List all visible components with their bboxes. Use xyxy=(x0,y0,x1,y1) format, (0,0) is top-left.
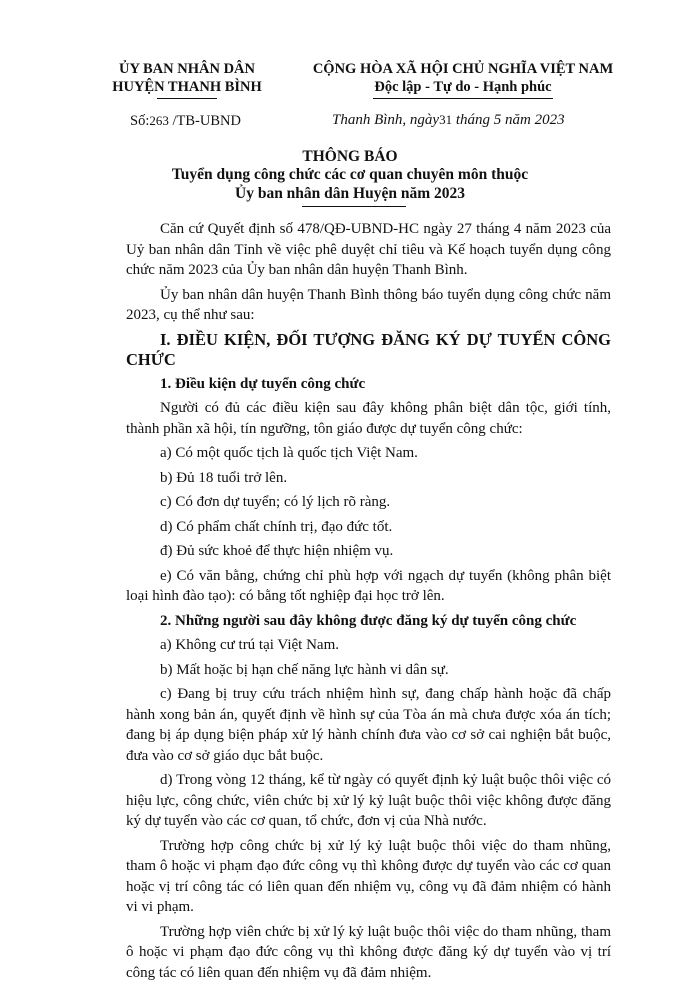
document-number-label: Số: xyxy=(130,113,150,129)
document-date xyxy=(332,112,565,129)
org-line-2: HUYỆN THANH BÌNH xyxy=(112,79,262,95)
org-underline xyxy=(157,98,217,99)
condition-a: a) Có một quốc tịch là quốc tịch Việt Nam. xyxy=(160,445,418,461)
document-number-value: 263 xyxy=(149,113,169,128)
condition-b: b) Đủ 18 tuổi trở lên. xyxy=(160,469,288,486)
nation-line-2: Độc lập - Tự do - Hạnh phúc xyxy=(374,79,552,95)
national-motto xyxy=(298,60,628,99)
document-number xyxy=(130,113,241,130)
exclusion-b: b) Mất hoặc bị hạn chế năng lực hành vi dân sự. xyxy=(160,661,449,678)
paragraph-conditions-intro: Người có đủ các điều kiện sau đây không phân biệt dân tộc, giới tính, thành phần xã hội, tín ngưỡng, tôn giáo được dự tuyển công chức: xyxy=(126,400,611,437)
condition-dd: đ) Đủ sức khoẻ để thực hiện nhiệm vụ. xyxy=(160,543,394,559)
condition-d: d) Có phẩm chất chính trị, đạo đức tốt. xyxy=(160,518,393,535)
subsection-heading-2: 2. Những người sau đây không được đăng ký dự tuyển công chức xyxy=(160,612,577,629)
paragraph-public-employee-case: Trường hợp viên chức bị xử lý kỷ luật buộc thôi việc do tham nhũng, tham ô hoặc vi phạm đạo đức công vụ thì không được đăng ký dự tuyển vào vị trí công tác có liên quan đến nhiệm vụ đã đảm nhiệm. xyxy=(126,923,611,981)
nation-line-1: CỘNG HÒA XÃ HỘI CHỦ NGHĨA VIỆT NAM xyxy=(312,61,614,77)
document-body xyxy=(126,219,611,987)
date-suffix: tháng 5 năm 2023 xyxy=(452,112,565,128)
paragraph-civil-servant-case: Trường hợp công chức bị xử lý kỷ luật buộc thôi việc do tham nhũng, tham ô hoặc vi phạm đạo đức công vụ thì không được dự tuyển vào các cơ quan hoặc vị trí công tác có liên quan đến nhiệm vụ, công vụ đã đảm nhiệm có hành vi vi phạm. xyxy=(126,837,611,915)
document-subtitle-line-1: Tuyển dụng công chức các cơ quan chuyên môn thuộc xyxy=(171,166,529,183)
paragraph-legal-basis: Căn cứ Quyết định số 478/QĐ-UBND-HC ngày 27 tháng 4 năm 2023 của Uỷ ban nhân dân Tỉnh về việc phê duyệt chỉ tiêu và Kế hoạch tuyển dụng công chức năm 2023 của Ủy ban nhân dân huyện Thanh Bình. xyxy=(126,221,611,278)
date-day: 31 xyxy=(439,112,453,127)
paragraph-announcement: Ủy ban nhân dân huyện Thanh Bình thông báo tuyển dụng công chức năm 2023, cụ thể như sau: xyxy=(126,286,611,323)
exclusion-c: c) Đang bị truy cứu trách nhiệm hình sự, đang chấp hành hoặc đã chấp hành xong bản án, quyết định về hình sự của Tòa án mà chưa được xóa án tích; đang bị áp dụng biện pháp xử lý hành chính đưa vào cơ sở cai nghiện bắt buộc, đưa vào cơ sở giáo dục bắt buộc. xyxy=(126,686,611,764)
issuing-organization xyxy=(112,60,262,99)
title-underline xyxy=(302,206,406,207)
subsection-heading-1: 1. Điều kiện dự tuyển công chức xyxy=(160,375,366,392)
document-subtitle-line-2: Ủy ban nhân dân Huyện năm 2023 xyxy=(235,185,465,202)
condition-e: e) Có văn bằng, chứng chỉ phù hợp với ngạch dự tuyển (không phân biệt loại hình đào tạo): có bằng tốt nghiệp đại học trở lên. xyxy=(126,567,611,604)
exclusion-a: a) Không cư trú tại Việt Nam. xyxy=(160,637,339,653)
condition-c: c) Có đơn dự tuyển; có lý lịch rõ ràng. xyxy=(160,494,391,510)
document-title: THÔNG BÁO xyxy=(302,148,398,165)
org-line-1: ỦY BAN NHÂN DÂN xyxy=(118,61,255,77)
section-heading-1: I. ĐIỀU KIỆN, ĐỐI TƯỢNG ĐĂNG KÝ DỰ TUYỂN CÔNG CHỨC xyxy=(126,329,611,369)
motto-underline xyxy=(373,98,553,99)
date-prefix: Thanh Bình, ngày xyxy=(332,112,440,128)
exclusion-d: d) Trong vòng 12 tháng, kể từ ngày có quyết định kỷ luật buộc thôi việc có hiệu lực, công chức, viên chức bị xử lý kỷ luật buộc thôi việc không được đăng ký dự tuyển vào các cơ quan, tổ chức, đơn vị của Nhà nước. xyxy=(126,772,611,829)
document-number-suffix: /TB-UBND xyxy=(168,113,241,129)
